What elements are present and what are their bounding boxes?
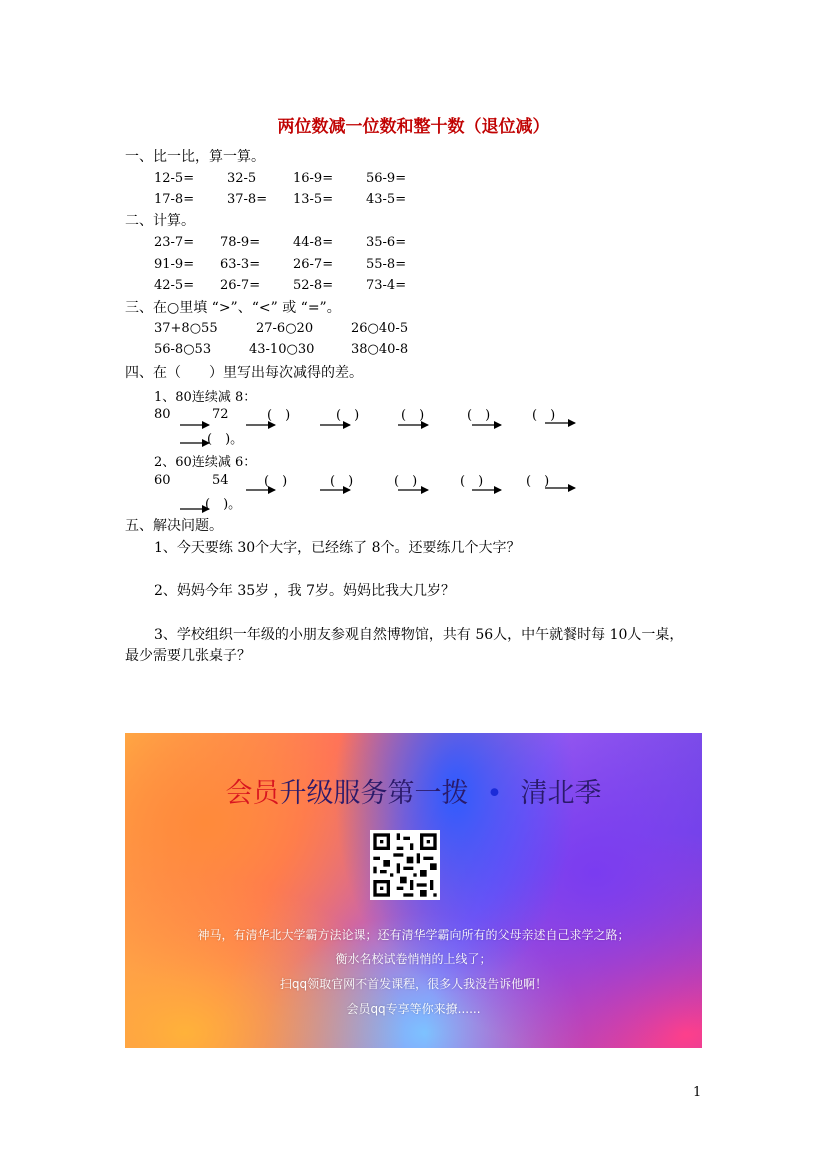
problem: 13-5= xyxy=(293,192,334,207)
problem: 16-9= xyxy=(293,171,334,186)
section1-heading: 一、比一比，算一算。 xyxy=(125,149,265,165)
problem: 26-7= xyxy=(220,278,261,293)
word-problem-3-cont: 最少需要几张桌子？ xyxy=(125,648,251,664)
q1-start: 80 xyxy=(154,407,171,422)
q2-blank: ( ) xyxy=(460,474,484,489)
word-problem-2: 2、妈妈今年 35岁 ，我 7岁。妈妈比我大几岁？ xyxy=(154,583,455,599)
banner-title-main: 升级服务第一拨 xyxy=(279,778,469,809)
banner-title-season: 清北季 xyxy=(520,778,602,809)
banner-line-4: 会员qq专享等你来撩...... xyxy=(346,1002,481,1016)
problem: 56-9= xyxy=(366,171,407,186)
problem: 12-5= xyxy=(154,171,195,186)
q1-label: 1、80连续减 8： xyxy=(154,390,257,405)
q1-blank: ( ) xyxy=(532,408,556,423)
section2-heading: 二、计算。 xyxy=(125,213,195,229)
problem: 78-9= xyxy=(220,235,261,250)
q2-blank: ( ) xyxy=(264,474,288,489)
problem: 35-6= xyxy=(366,235,407,250)
q2-blank: ( ) xyxy=(330,474,354,489)
q1-blank: ( ) xyxy=(467,408,491,423)
q2-start: 60 xyxy=(154,473,171,488)
q1-last: ( )。 xyxy=(207,432,244,447)
banner-line-3: 扫qq领取官网不首发课程，很多人我没告诉他啊！ xyxy=(279,977,548,991)
comparison: 27-6○20 xyxy=(256,321,314,336)
q1-blank: ( ) xyxy=(336,408,360,423)
problem: 37-8= xyxy=(227,192,268,207)
problem: 43-5= xyxy=(366,192,407,207)
word-problem-3: 3、学校组织一年级的小朋友参观自然博物馆，共有 56人，中午就餐时每 10人一桌， xyxy=(154,627,684,643)
section3-heading: 三、在○里填 “>”、“<” 或 “=”。 xyxy=(125,300,341,316)
q2-label: 2、60连续减 6： xyxy=(154,455,257,470)
qr-code-icon[interactable] xyxy=(370,830,440,900)
page-title: 两位数减一位数和整十数（退位减） xyxy=(277,117,550,137)
q1-blank: ( ) xyxy=(401,408,425,423)
problem: 91-9= xyxy=(154,257,195,272)
comparison: 43-10○30 xyxy=(249,342,315,357)
banner-title-member: 会员 xyxy=(225,778,280,809)
banner-title-dot: • xyxy=(486,778,503,809)
q2-last: ( )。 xyxy=(205,497,242,512)
q1-first: 72 xyxy=(212,407,229,422)
banner-line-2: 衡水名校试卷悄悄的上线了； xyxy=(335,952,492,966)
problem: 44-8= xyxy=(293,235,334,250)
q2-first: 54 xyxy=(212,473,229,488)
section5-heading: 五、解决问题。 xyxy=(125,518,223,534)
comparison: 26○40-5 xyxy=(351,321,409,336)
word-problem-1: 1、今天要练 30个大字，已经练了 8个。还要练几个大字？ xyxy=(154,540,521,556)
banner-title xyxy=(125,771,702,810)
problem: 52-8= xyxy=(293,278,334,293)
section4-heading: 四、在（ ）里写出每次减得的差。 xyxy=(125,365,363,381)
problem: 55-8= xyxy=(366,257,407,272)
page-number: 1 xyxy=(693,1085,702,1100)
promo-banner[interactable] xyxy=(125,733,702,1048)
comparison: 37+8○55 xyxy=(154,321,218,336)
problem: 73-4= xyxy=(366,278,407,293)
problem: 32-5 xyxy=(227,171,257,186)
banner-line-1: 神马，有清华北大学霸方法论课；还有清华学霸向所有的父母亲述自己求学之路； xyxy=(197,928,630,942)
problem: 42-5= xyxy=(154,278,195,293)
q1-blank: ( ) xyxy=(267,408,291,423)
problem: 23-7= xyxy=(154,235,195,250)
problem: 26-7= xyxy=(293,257,334,272)
comparison: 56-8○53 xyxy=(154,342,212,357)
problem: 63-3= xyxy=(220,257,261,272)
q2-blank: ( ) xyxy=(526,474,550,489)
problem: 17-8= xyxy=(154,192,195,207)
comparison: 38○40-8 xyxy=(351,342,409,357)
q2-blank: ( ) xyxy=(394,474,418,489)
